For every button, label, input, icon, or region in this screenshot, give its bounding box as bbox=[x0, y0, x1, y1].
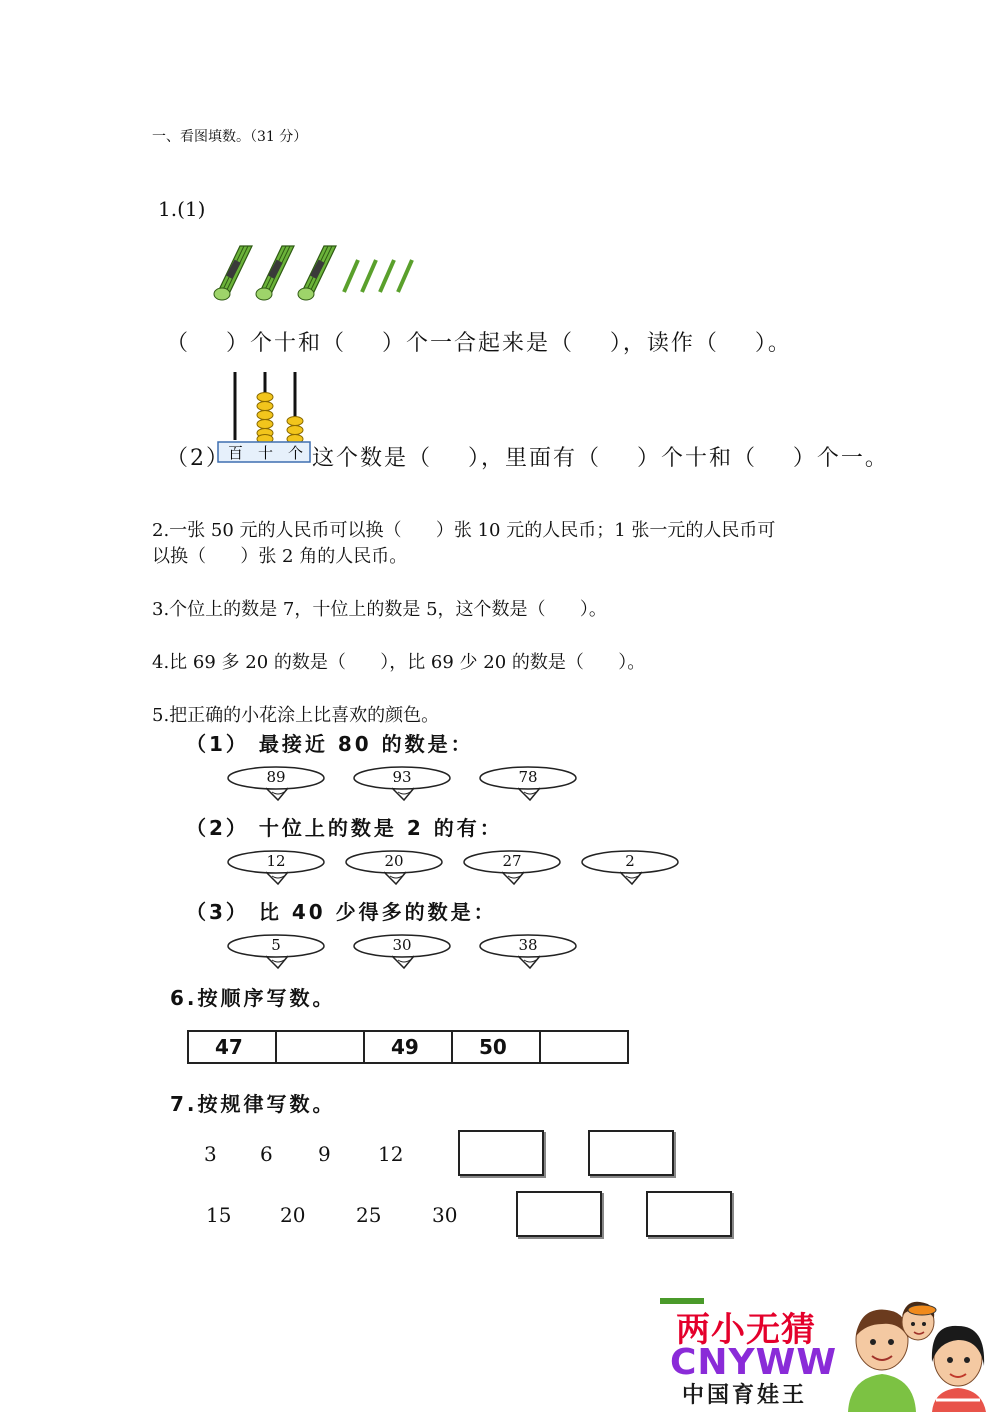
flower-option[interactable] bbox=[344, 848, 444, 898]
stick-bundles-illustration bbox=[210, 238, 430, 304]
q2-line1: 2.一张 50 元的人民币可以换（ ）张 10 元的人民币；1 张一元的人民币可 bbox=[152, 520, 776, 541]
sequence-blank-cell[interactable] bbox=[276, 1031, 364, 1063]
sequence-table bbox=[187, 1030, 629, 1064]
pattern-number: 12 bbox=[378, 1142, 404, 1166]
pattern-number: 3 bbox=[204, 1142, 217, 1166]
q1-part2-text: 这个数是（ ），里面有（ ）个十和（ ）个一。 bbox=[312, 446, 889, 471]
flower-number: 2 bbox=[625, 852, 635, 870]
flower-number: 89 bbox=[266, 768, 286, 786]
flower-option[interactable] bbox=[352, 764, 452, 814]
logo-title: 两小无猜 bbox=[676, 1310, 816, 1350]
q5-title: 5.把正确的小花涂上比喜欢的颜色。 bbox=[152, 705, 440, 726]
abacus-beads-ones bbox=[287, 417, 303, 444]
stick-bundle bbox=[298, 246, 336, 300]
logo-subtitle: 中国育娃王 bbox=[682, 1383, 808, 1408]
q6-title: 6.按顺序写数。 bbox=[170, 986, 336, 1010]
q5-part3-label: （3） 比 40 少得多的数是： bbox=[186, 900, 497, 924]
answer-box[interactable] bbox=[588, 1130, 674, 1176]
stick-bundle bbox=[214, 246, 252, 300]
answer-box[interactable] bbox=[516, 1191, 602, 1237]
abacus-label-hundreds: 百 bbox=[228, 444, 244, 462]
answer-box[interactable] bbox=[646, 1191, 732, 1237]
sequence-blank-cell[interactable] bbox=[540, 1031, 628, 1063]
q5-part1-label: （1） 最接近 80 的数是： bbox=[186, 732, 474, 756]
flower-number: 5 bbox=[271, 936, 281, 954]
q3-text: 3.个位上的数是 7，十位上的数是 5，这个数是（ ）。 bbox=[152, 599, 607, 620]
pattern-number: 9 bbox=[318, 1142, 331, 1166]
abacus-label-ones: 个 bbox=[288, 444, 304, 462]
q7-title: 7.按规律写数。 bbox=[170, 1092, 336, 1116]
pattern-number: 6 bbox=[260, 1142, 273, 1166]
q4-text: 4.比 69 多 20 的数是（ ），比 69 少 20 的数是（ ）。 bbox=[152, 652, 646, 673]
logo-english: CNYWW bbox=[670, 1342, 838, 1383]
flower-number: 38 bbox=[518, 936, 538, 954]
pattern-number: 25 bbox=[356, 1203, 382, 1227]
flower-number: 12 bbox=[266, 852, 286, 870]
q1-part1-label: 1.(1) bbox=[158, 197, 206, 221]
abacus-beads-tens bbox=[257, 393, 273, 444]
flower-option[interactable] bbox=[580, 848, 680, 898]
q1-part1-text: （ ）个十和（ ）个一合起来是（ ），读作（ ）。 bbox=[166, 331, 792, 356]
stick-bundle bbox=[256, 246, 294, 300]
sequence-cell: 50 bbox=[452, 1031, 540, 1063]
q1-part2-prefix: （2） bbox=[166, 446, 230, 471]
abacus-label-tens: 十 bbox=[258, 444, 274, 462]
pattern-number: 15 bbox=[206, 1203, 232, 1227]
abacus-illustration bbox=[216, 368, 312, 464]
pattern-number: 20 bbox=[280, 1203, 306, 1227]
answer-box[interactable] bbox=[458, 1130, 544, 1176]
flower-number: 78 bbox=[518, 768, 538, 786]
flower-option[interactable] bbox=[226, 932, 326, 982]
sequence-cell: 49 bbox=[364, 1031, 452, 1063]
pattern-number: 30 bbox=[432, 1203, 458, 1227]
q5-part2-label: （2） 十位上的数是 2 的有： bbox=[186, 816, 503, 840]
flower-number: 20 bbox=[384, 852, 404, 870]
section-title: 一、看图填数。（31 分） bbox=[152, 129, 308, 145]
single-stick bbox=[398, 260, 412, 292]
sequence-cell: 47 bbox=[188, 1031, 276, 1063]
flower-number: 27 bbox=[502, 852, 522, 870]
flower-option[interactable] bbox=[352, 932, 452, 982]
family-cartoon-illustration bbox=[840, 1296, 998, 1412]
flower-option[interactable] bbox=[462, 848, 562, 898]
flower-option[interactable] bbox=[226, 764, 326, 814]
flower-number: 93 bbox=[392, 768, 412, 786]
single-stick bbox=[380, 260, 394, 292]
flower-option[interactable] bbox=[478, 932, 578, 982]
flower-option[interactable] bbox=[478, 764, 578, 814]
flower-option[interactable] bbox=[226, 848, 326, 898]
single-stick bbox=[344, 260, 358, 292]
single-stick bbox=[362, 260, 376, 292]
flower-number: 30 bbox=[392, 936, 412, 954]
q2-line2: 以换（ ）张 2 角的人民币。 bbox=[152, 546, 408, 567]
